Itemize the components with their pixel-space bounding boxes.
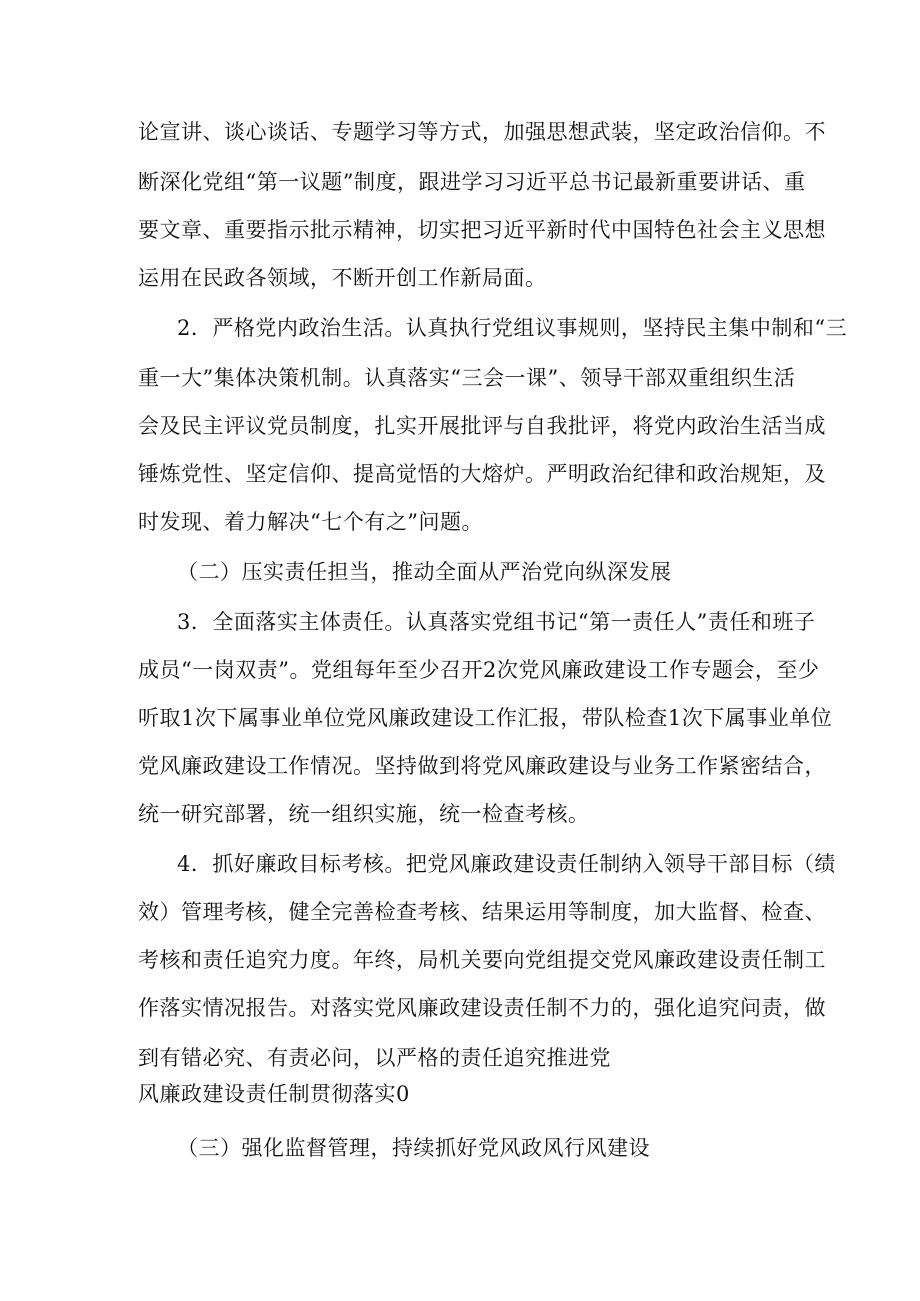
text-line: 运用在民政各领域，不断开创工作新局面。	[138, 266, 547, 290]
section-heading: （三）强化监督管理，持续抓好党风政风行风建设	[177, 1136, 650, 1160]
text-line: 听取1次下属事业单位党风廉政建设工作汇报，带队检查1次下属事业单位	[138, 706, 833, 730]
text-line: 重一大”集体决策机制。认真落实“三会一课”、领导干部双重组织生活	[138, 366, 796, 390]
text-line: 统一研究部署，统一组织实施，统一检查考核。	[138, 802, 590, 826]
text-line: 作落实情况报告。对落实党风廉政建设责任制不力的，强化追究问责，做	[138, 996, 826, 1020]
text-line: 到有错必究、有责必问，以严格的责任追究推进党	[138, 1046, 611, 1070]
text-line: 会及民主评议党员制度，扎实开展批评与自我批评，将党内政治生活当成	[138, 414, 826, 438]
text-line: 锤炼党性、坚定信仰、提高觉悟的大熔炉。严明政治纪律和政治规矩，及	[138, 462, 826, 486]
text-line: 效）管理考核，健全完善检查考核、结果运用等制度，加大监督、检查、	[138, 900, 826, 924]
text-line: 要文章、重要指示批示精神，切实把习近平新时代中国特色社会主义思想	[138, 218, 826, 242]
text-line: 时发现、着力解决“七个有之”问题。	[138, 510, 483, 534]
text-line: 考核和责任追究力度。年终，局机关要向党组提交党风廉政建设责任制工	[138, 948, 826, 972]
text-line: 论宣讲、谈心谈话、专题学习等方式，加强思想武装，坚定政治信仰。不	[138, 120, 826, 144]
numbered-paragraph-start: 3．全面落实主体责任。认真落实党组书记“第一责任人”责任和班子	[177, 610, 816, 634]
text-line: 党风廉政建设工作情况。坚持做到将党风廉政建设与业务工作紧密结合，	[138, 754, 826, 778]
text-line: 断深化党组“第一议题”制度，跟进学习习近平总书记最新重要讲话、重	[138, 170, 806, 194]
numbered-paragraph-start: 2．严格党内政治生活。认真执行党组议事规则，坚持民主集中制和“三	[177, 316, 848, 340]
section-heading: （二）压实责任担当，推动全面从严治党向纵深发展	[177, 560, 672, 584]
numbered-paragraph-start: 4．抓好廉政目标考核。把党风廉政建设责任制纳入领导干部目标（绩	[177, 852, 836, 876]
text-line: 风廉政建设责任制贯彻落实0	[138, 1082, 410, 1106]
text-line: 成员“一岗双责”。党组每年至少召开2次党风廉政建设工作专题会，至少	[138, 658, 820, 682]
